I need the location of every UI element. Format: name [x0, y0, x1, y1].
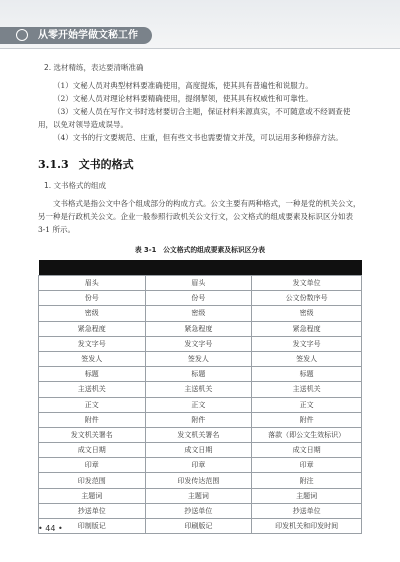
table-row	[39, 503, 362, 518]
table-cell: 主题词	[39, 488, 146, 503]
table-cell: 发文机关署名	[145, 427, 252, 442]
table-cell: 印章	[39, 458, 146, 473]
table-row	[39, 443, 362, 458]
subheading-2: 2. 选材精练，表达要清晰准确	[44, 63, 144, 72]
table-cell: 公文份数序号	[252, 291, 362, 306]
section-number: 3.1.3	[38, 158, 69, 171]
paragraph: （3）文秘人员在写作文书时选材要切合主题，保证材料来源真实，不可随意或不经调查使用，以免对领导造成误导。	[38, 107, 351, 129]
table-cell: 成文日期	[252, 443, 362, 458]
table-header-cell	[145, 260, 252, 276]
table-cell: 主送机关	[252, 382, 362, 397]
table-cell: 密级	[39, 306, 146, 321]
table-cell: 紧急程度	[145, 321, 252, 336]
table-cell: 抄送单位	[252, 503, 362, 518]
table-cell: 印制版记	[39, 519, 146, 534]
table-header-cell	[252, 260, 362, 276]
table-row	[39, 397, 362, 412]
table-cell: 附件	[39, 412, 146, 427]
table-cell: 主送机关	[39, 382, 146, 397]
page-header	[0, 0, 400, 48]
table-cell: 印发范围	[39, 473, 146, 488]
table-cell: 紧急程度	[39, 321, 146, 336]
table-cell: 成文日期	[145, 443, 252, 458]
table-cell: 发文机关署名	[39, 427, 146, 442]
intro-paragraph: 文书格式是指公文中各个组成部分的构成方式。公文主要有两种格式，一种是党的机关公文，另一种是行政机关公文。企业一般参照行政机关公文行文，公文格式的组成要素及标识区分如表 3-1 所示。	[38, 199, 361, 234]
table-cell: 附注	[252, 473, 362, 488]
table-cell: 正文	[252, 397, 362, 412]
table-cell: 份号	[145, 291, 252, 306]
table-cell: 发文单位	[252, 276, 362, 291]
table-cell: 印章	[252, 458, 362, 473]
table-cell: 发文字号	[39, 336, 146, 351]
table-cell: 印发传达范围	[145, 473, 252, 488]
page-number: • 44 •	[38, 524, 63, 533]
table-row	[39, 367, 362, 382]
table-cell: 主题词	[252, 488, 362, 503]
table-caption: 表 3-1 公文格式的组成要素及标识区分表	[134, 246, 266, 254]
table-header-row	[39, 260, 362, 276]
subheading-1: 1. 文书格式的组成	[44, 181, 107, 190]
page-content	[38, 62, 362, 534]
table-row	[39, 488, 362, 503]
paragraphs-top	[38, 79, 362, 144]
table-cell: 标题	[39, 367, 146, 382]
paragraph: （4）文书的行文要规范、庄重，但有些文书也需要情文并茂，可以运用多种修辞方法。	[53, 133, 343, 142]
book-title-tab	[0, 27, 152, 44]
table-cell: 印刷版记	[145, 519, 252, 534]
table-row	[39, 336, 362, 351]
table-cell: 签发人	[145, 351, 252, 366]
table-cell: 眉头	[145, 276, 252, 291]
table-cell: 附件	[252, 412, 362, 427]
table-cell: 正文	[145, 397, 252, 412]
table-cell: 份号	[39, 291, 146, 306]
table-row	[39, 427, 362, 442]
table-cell: 标题	[145, 367, 252, 382]
table-row	[39, 519, 362, 534]
table-cell: 印章	[145, 458, 252, 473]
header-divider	[0, 48, 400, 49]
table-cell: 附件	[145, 412, 252, 427]
table-cell: 正文	[39, 397, 146, 412]
table-row	[39, 458, 362, 473]
table-cell: 成文日期	[39, 443, 146, 458]
table-cell: 主题词	[145, 488, 252, 503]
table-cell: 抄送单位	[145, 503, 252, 518]
paragraph: （2）文秘人员对理论材料要精确使用，提纲挈领，使其具有权威性和可靠性。	[53, 94, 313, 103]
table-row	[39, 276, 362, 291]
table-cell: 抄送单位	[39, 503, 146, 518]
table-header-cell	[39, 260, 146, 276]
section-title	[38, 156, 362, 172]
elements-table	[38, 260, 362, 534]
table-row	[39, 321, 362, 336]
table-cell: 印发机关和印发时间	[252, 519, 362, 534]
table-row	[39, 473, 362, 488]
table-cell: 眉头	[39, 276, 146, 291]
table-row	[39, 291, 362, 306]
table-cell: 密级	[145, 306, 252, 321]
table-row	[39, 306, 362, 321]
book-title: 从零开始学做文秘工作	[38, 30, 138, 41]
table-row	[39, 351, 362, 366]
table-row	[39, 382, 362, 397]
section-name: 文书的格式	[78, 158, 134, 171]
circle-icon	[16, 29, 28, 41]
table-cell: 紧急程度	[252, 321, 362, 336]
paragraph: （1）文秘人员对典型材料要准确使用，高度提炼，使其具有普遍性和说服力。	[53, 81, 313, 90]
table-cell: 发文字号	[145, 336, 252, 351]
table-cell: 签发人	[252, 351, 362, 366]
table-cell: 标题	[252, 367, 362, 382]
table-cell: 发文字号	[252, 336, 362, 351]
table-cell: 签发人	[39, 351, 146, 366]
table-cell: 主送机关	[145, 382, 252, 397]
table-cell: 落款（即公文生效标识）	[252, 427, 362, 442]
table-cell: 密级	[252, 306, 362, 321]
table-row	[39, 412, 362, 427]
